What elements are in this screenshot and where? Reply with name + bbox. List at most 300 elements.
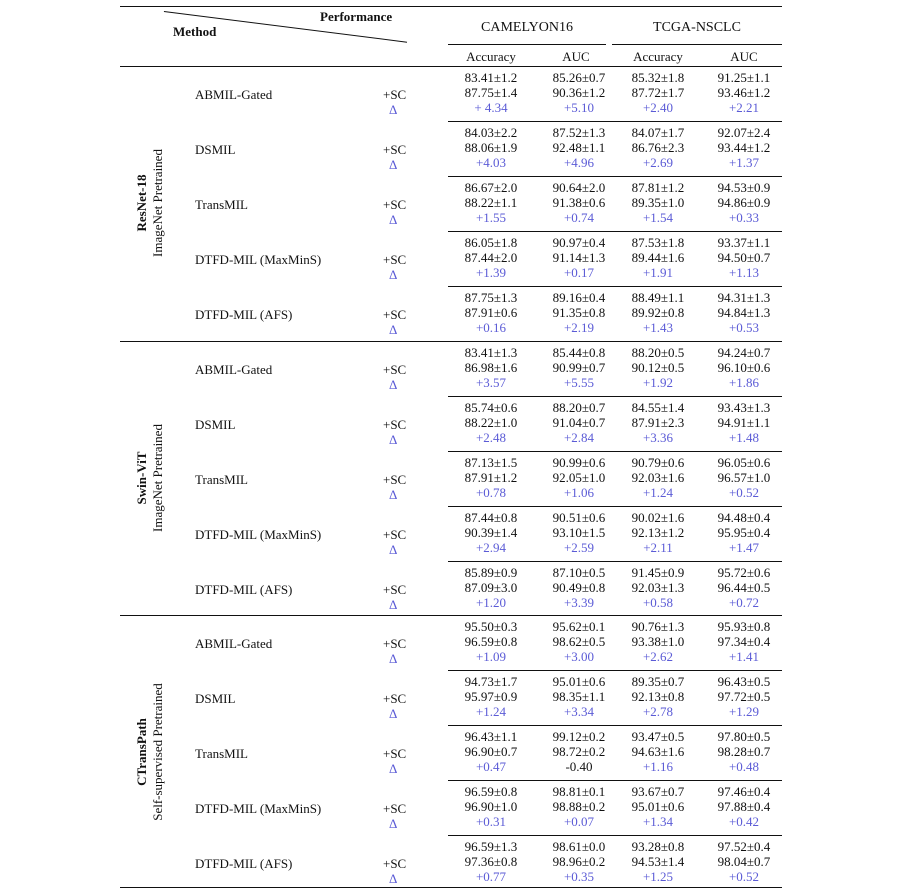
sc-value: 91.35±0.8 [552,305,606,320]
baseline-value: 90.51±0.6 [552,510,606,525]
baseline-value: 96.43±1.1 [464,729,518,744]
delta-value: +2.69 [642,155,674,170]
sc-value: 97.34±0.4 [717,634,771,649]
delta-value: +0.53 [728,320,760,335]
delta-value: +0.17 [563,265,595,280]
sc-value: 98.04±0.7 [717,854,771,869]
delta-value: +2.48 [475,430,507,445]
row-separator [448,121,782,122]
baseline-value: 96.59±0.8 [464,784,518,799]
metric-cell [445,290,537,335]
table-row [180,835,782,890]
baseline-value: 86.67±2.0 [464,180,518,195]
metric-accuracy-camelyon: Accuracy [466,49,516,64]
baseline-value: 87.52±1.3 [552,125,606,140]
sc-value: 92.13±1.2 [631,525,685,540]
sc-value: 94.53±1.4 [631,854,685,869]
delta-value: +2.84 [563,430,595,445]
baseline-value: 96.59±1.3 [464,839,518,854]
method-name: DTFD-MIL (MaxMinS) [195,801,322,816]
table-row [180,341,782,396]
baseline-value: 91.45±0.9 [631,565,685,580]
baseline-value: 89.35±0.7 [631,674,685,689]
sc-label: +SC [383,417,407,432]
baseline-value: 89.16±0.4 [552,290,606,305]
baseline-value: 90.02±1.6 [631,510,685,525]
row-separator [448,286,782,287]
baseline-value: 91.25±1.1 [717,70,771,85]
metric-cell [445,565,537,610]
method-name: ABMIL-Gated [195,362,273,377]
sc-value: 94.84±1.3 [717,305,771,320]
delta-value: +2.21 [728,100,760,115]
delta-value: +2.62 [642,649,674,664]
sc-value: 94.86±0.9 [717,195,771,210]
table-row [180,286,782,341]
metric-cell [698,125,790,170]
method-name: TransMIL [195,472,248,487]
sc-value: 98.88±0.2 [552,799,606,814]
sc-value: 87.44±2.0 [464,250,518,265]
sc-value: 96.10±0.6 [717,360,771,375]
delta-value: +0.78 [475,485,507,500]
metric-cell [698,180,790,225]
baseline-value: 93.47±0.5 [631,729,685,744]
delta-value: +0.33 [728,210,760,225]
sc-value: 86.98±1.6 [464,360,518,375]
delta-value: +3.00 [563,649,595,664]
delta-value: +1.91 [642,265,674,280]
sc-label: +SC [383,856,407,871]
baseline-value: 90.64±2.0 [552,180,606,195]
sc-value: 90.99±0.7 [552,360,606,375]
delta-value: +5.10 [563,100,595,115]
method-name: ABMIL-Gated [195,636,273,651]
delta-value: + 4.34 [474,100,508,115]
delta-value: +5.55 [563,375,595,390]
baseline-value: 84.07±1.7 [631,125,685,140]
delta-value: +1.09 [475,649,507,664]
sc-value: 97.36±0.8 [464,854,518,869]
group-2 [120,615,782,889]
pretraining-name: Self-supervised Pretrained [150,683,165,821]
metric-cell [612,70,704,115]
delta-value: +2.78 [642,704,674,719]
delta-value: +1.54 [642,210,674,225]
baseline-value: 87.53±1.8 [631,235,685,250]
delta-label: Δ [389,871,398,886]
sc-value: 87.72±1.7 [631,85,685,100]
metric-cell [698,400,790,445]
baseline-value: 94.73±1.7 [464,674,518,689]
dataset-tcga-nsclc: TCGA-NSCLC [653,20,741,35]
sc-value: 92.03±1.6 [631,470,685,485]
delta-label: Δ [389,267,398,282]
delta-label: Δ [389,487,398,502]
table-row [180,66,782,121]
dataset-underline-tcga [612,44,782,45]
baseline-value: 97.52±0.4 [717,839,771,854]
group-0 [120,66,782,340]
metric-cell [698,345,790,390]
delta-value: +0.74 [563,210,595,225]
sc-label: +SC [383,472,407,487]
baseline-value: 99.12±0.2 [552,729,606,744]
sc-value: 89.35±1.0 [631,195,685,210]
baseline-value: 88.20±0.7 [552,400,606,415]
table-row [180,396,782,451]
delta-value: +0.35 [563,869,595,884]
sc-label: +SC [383,142,407,157]
sc-value: 90.39±1.4 [464,525,518,540]
baseline-value: 87.75±1.3 [464,290,518,305]
baseline-value: 85.74±0.6 [464,400,518,415]
metric-cell [445,125,537,170]
sc-value: 92.05±1.0 [552,470,606,485]
metric-cell [612,674,704,719]
delta-value: +0.72 [728,595,760,610]
metric-cell [612,125,704,170]
sc-value: 86.76±2.3 [631,140,685,155]
metric-cell [698,565,790,610]
group-label [120,66,180,340]
sc-value: 88.22±1.0 [464,415,518,430]
metric-cell [698,784,790,829]
baseline-value: 93.28±0.8 [631,839,685,854]
sc-value: 92.48±1.1 [552,140,606,155]
table-row [180,780,782,835]
baseline-value: 95.01±0.6 [552,674,606,689]
baseline-value: 87.44±0.8 [464,510,518,525]
method-name: DTFD-MIL (MaxMinS) [195,527,322,542]
delta-value: +1.34 [642,814,674,829]
delta-value: +3.34 [563,704,595,719]
table-row [180,670,782,725]
baseline-value: 83.41±1.3 [464,345,518,360]
sc-value: 87.91±0.6 [464,305,518,320]
table-row [180,231,782,286]
sc-value: 95.97±0.9 [464,689,518,704]
baseline-value: 88.49±1.1 [631,290,685,305]
row-separator [448,835,782,836]
baseline-value: 93.37±1.1 [717,235,771,250]
row-separator [448,561,782,562]
baseline-value: 85.44±0.8 [552,345,606,360]
sc-label: +SC [383,197,407,212]
baseline-value: 95.72±0.6 [717,565,771,580]
sc-value: 96.59±0.8 [464,634,518,649]
metric-cell [698,839,790,884]
baseline-value: 94.31±1.3 [717,290,771,305]
metric-cell [612,839,704,884]
metric-cell [698,455,790,500]
delta-value: +2.59 [563,540,595,555]
sc-value: 98.96±0.2 [552,854,606,869]
baseline-value: 93.67±0.7 [631,784,685,799]
metric-cell [612,235,704,280]
delta-value: +1.24 [642,485,674,500]
sc-value: 98.62±0.5 [552,634,606,649]
sc-value: 90.12±0.5 [631,360,685,375]
metric-cell [612,729,704,774]
method-name: DTFD-MIL (AFS) [195,582,293,597]
sc-label: +SC [383,801,407,816]
delta-value: +4.03 [475,155,507,170]
metric-accuracy-tcga: Accuracy [633,49,683,64]
delta-label: Δ [389,157,398,172]
sc-label: +SC [383,636,407,651]
baseline-value: 87.10±0.5 [552,565,606,580]
baseline-value: 87.13±1.5 [464,455,518,470]
sc-value: 90.36±1.2 [552,85,606,100]
group-1 [120,341,782,615]
method-name: DSMIL [195,417,236,432]
baseline-value: 95.62±0.1 [552,619,606,634]
delta-label: Δ [389,542,398,557]
performance-header: Performance [320,9,393,24]
dataset-underline-camelyon [448,44,606,45]
delta-value: +1.41 [728,649,760,664]
sc-label: +SC [383,87,407,102]
sc-value: 96.44±0.5 [717,580,771,595]
delta-value: +1.39 [475,265,507,280]
baseline-value: 88.20±0.5 [631,345,685,360]
sc-value: 97.88±0.4 [717,799,771,814]
method-name: DSMIL [195,691,236,706]
top-rule [120,6,782,7]
row-separator [448,176,782,177]
metric-cell [445,619,537,664]
baseline-value: 94.53±0.9 [717,180,771,195]
delta-value: +1.92 [642,375,674,390]
row-separator [448,670,782,671]
sc-value: 87.91±2.3 [631,415,685,430]
baseline-value: 85.32±1.8 [631,70,685,85]
delta-value: +1.24 [475,704,507,719]
metric-auc-tcga: AUC [730,49,758,64]
baseline-value: 98.81±0.1 [552,784,606,799]
metric-cell [445,674,537,719]
dataset-camelyon16: CAMELYON16 [481,20,573,35]
sc-value: 92.03±1.3 [631,580,685,595]
sc-value: 87.91±1.2 [464,470,518,485]
metric-cell [698,510,790,555]
baseline-value: 97.46±0.4 [717,784,771,799]
sc-label: +SC [383,746,407,761]
sc-label: +SC [383,527,407,542]
sc-value: 88.06±1.9 [464,140,518,155]
sc-label: +SC [383,362,407,377]
baseline-value: 95.93±0.8 [717,619,771,634]
delta-value: +1.20 [475,595,507,610]
delta-label: Δ [389,432,398,447]
sc-value: 93.46±1.2 [717,85,771,100]
delta-value: +1.13 [728,265,760,280]
sc-value: 91.38±0.6 [552,195,606,210]
row-separator [448,231,782,232]
sc-value: 91.04±0.7 [552,415,606,430]
delta-value: +1.25 [642,869,674,884]
sc-value: 93.10±1.5 [552,525,606,540]
delta-value: +0.42 [728,814,760,829]
metric-cell [612,290,704,335]
method-name: DTFD-MIL (AFS) [195,856,293,871]
method-name: DSMIL [195,142,236,157]
metric-cell [698,619,790,664]
method-name: DTFD-MIL (MaxMinS) [195,252,322,267]
bottom-rule [120,887,782,888]
sc-value: 87.75±1.4 [464,85,518,100]
sc-value: 88.22±1.1 [464,195,518,210]
delta-value: +1.37 [728,155,760,170]
sc-value: 93.38±1.0 [631,634,685,649]
delta-value: +0.16 [475,320,507,335]
baseline-value: 84.03±2.2 [464,125,518,140]
delta-value: +1.55 [475,210,507,225]
delta-value: +0.48 [728,759,760,774]
table-row [180,451,782,506]
baseline-value: 97.80±0.5 [717,729,771,744]
baseline-value: 92.07±2.4 [717,125,771,140]
baseline-value: 90.99±0.6 [552,455,606,470]
baseline-value: 90.97±0.4 [552,235,606,250]
baseline-value: 96.43±0.5 [717,674,771,689]
metric-cell [612,565,704,610]
delta-value: +4.96 [563,155,595,170]
delta-value: +1.48 [728,430,760,445]
delta-value: +1.86 [728,375,760,390]
baseline-value: 85.89±0.9 [464,565,518,580]
metric-cell [698,729,790,774]
sc-value: 91.14±1.3 [552,250,606,265]
delta-value: +2.11 [643,540,673,555]
metric-cell [445,729,537,774]
method-header: Method [173,24,217,39]
table-row [180,121,782,176]
delta-label: Δ [389,761,398,776]
pretraining-name: ImageNet Pretrained [150,149,165,257]
delta-value: +3.39 [563,595,595,610]
delta-label: Δ [389,706,398,721]
group-label-text [134,149,166,257]
sc-label: +SC [383,691,407,706]
delta-value: +0.52 [728,869,760,884]
baseline-value: 93.43±1.3 [717,400,771,415]
sc-value: 94.50±0.7 [717,250,771,265]
delta-value: +3.57 [475,375,507,390]
metric-cell [612,784,704,829]
backbone-name: Swin-ViT [134,451,149,505]
table-row [180,615,782,670]
metric-cell [445,235,537,280]
sc-value: 90.49±0.8 [552,580,606,595]
sc-value: 95.95±0.4 [717,525,771,540]
baseline-value: 83.41±1.2 [464,70,518,85]
delta-label: Δ [389,212,398,227]
metric-cell [445,510,537,555]
baseline-value: 86.05±1.8 [464,235,518,250]
row-separator [448,396,782,397]
delta-value: +0.07 [563,814,595,829]
metric-cell [698,70,790,115]
sc-value: 94.91±1.1 [717,415,771,430]
metric-cell [445,345,537,390]
delta-label: Δ [389,322,398,337]
baseline-value: 98.61±0.0 [552,839,606,854]
baseline-value: 95.50±0.3 [464,619,518,634]
sc-value: 96.90±0.7 [464,744,518,759]
metric-cell [612,619,704,664]
metric-cell [698,235,790,280]
method-name: DTFD-MIL (AFS) [195,307,293,322]
baseline-value: 90.76±1.3 [631,619,685,634]
sc-value: 96.90±1.0 [464,799,518,814]
sc-value: 97.72±0.5 [717,689,771,704]
baseline-value: 94.24±0.7 [717,345,771,360]
sc-label: +SC [383,582,407,597]
sc-label: +SC [383,252,407,267]
method-name: ABMIL-Gated [195,87,273,102]
sc-value: 98.35±1.1 [552,689,606,704]
sc-value: 89.92±0.8 [631,305,685,320]
metric-cell [445,180,537,225]
metric-cell [445,839,537,884]
sc-value: 96.57±1.0 [717,470,771,485]
sc-value: 95.01±0.6 [631,799,685,814]
metric-cell [612,400,704,445]
delta-value: +0.58 [642,595,674,610]
metric-cell [612,345,704,390]
metric-cell [698,674,790,719]
delta-label: Δ [389,102,398,117]
delta-value: +1.47 [728,540,760,555]
sc-value: 98.72±0.2 [552,744,606,759]
delta-value: +3.36 [642,430,674,445]
backbone-name: ResNet-18 [134,174,149,232]
group-label [120,341,180,615]
metric-cell [445,400,537,445]
delta-label: Δ [389,816,398,831]
delta-value: +1.43 [642,320,674,335]
baseline-value: 90.79±0.6 [631,455,685,470]
delta-value: +1.29 [728,704,760,719]
table-row [180,176,782,231]
metric-auc-camelyon: AUC [562,49,590,64]
baseline-value: 84.55±1.4 [631,400,685,415]
sc-value: 89.44±1.6 [631,250,685,265]
method-name: TransMIL [195,746,248,761]
metric-cell [698,290,790,335]
delta-value: +1.06 [563,485,595,500]
row-separator [448,451,782,452]
table-row [180,506,782,561]
metric-cell [612,180,704,225]
baseline-value: 96.05±0.6 [717,455,771,470]
delta-value: +0.52 [728,485,760,500]
metric-cell [445,455,537,500]
table-row [180,561,782,616]
sc-value: 93.44±1.2 [717,140,771,155]
baseline-value: 85.26±0.7 [552,70,606,85]
baseline-value: 87.81±1.2 [631,180,685,195]
delta-value: +0.47 [475,759,507,774]
metric-cell [612,510,704,555]
sc-value: 94.63±1.6 [631,744,685,759]
sc-value: 98.28±0.7 [717,744,771,759]
sc-value: 87.09±3.0 [464,580,518,595]
delta-value: -0.40 [565,759,593,774]
metric-cell [445,784,537,829]
